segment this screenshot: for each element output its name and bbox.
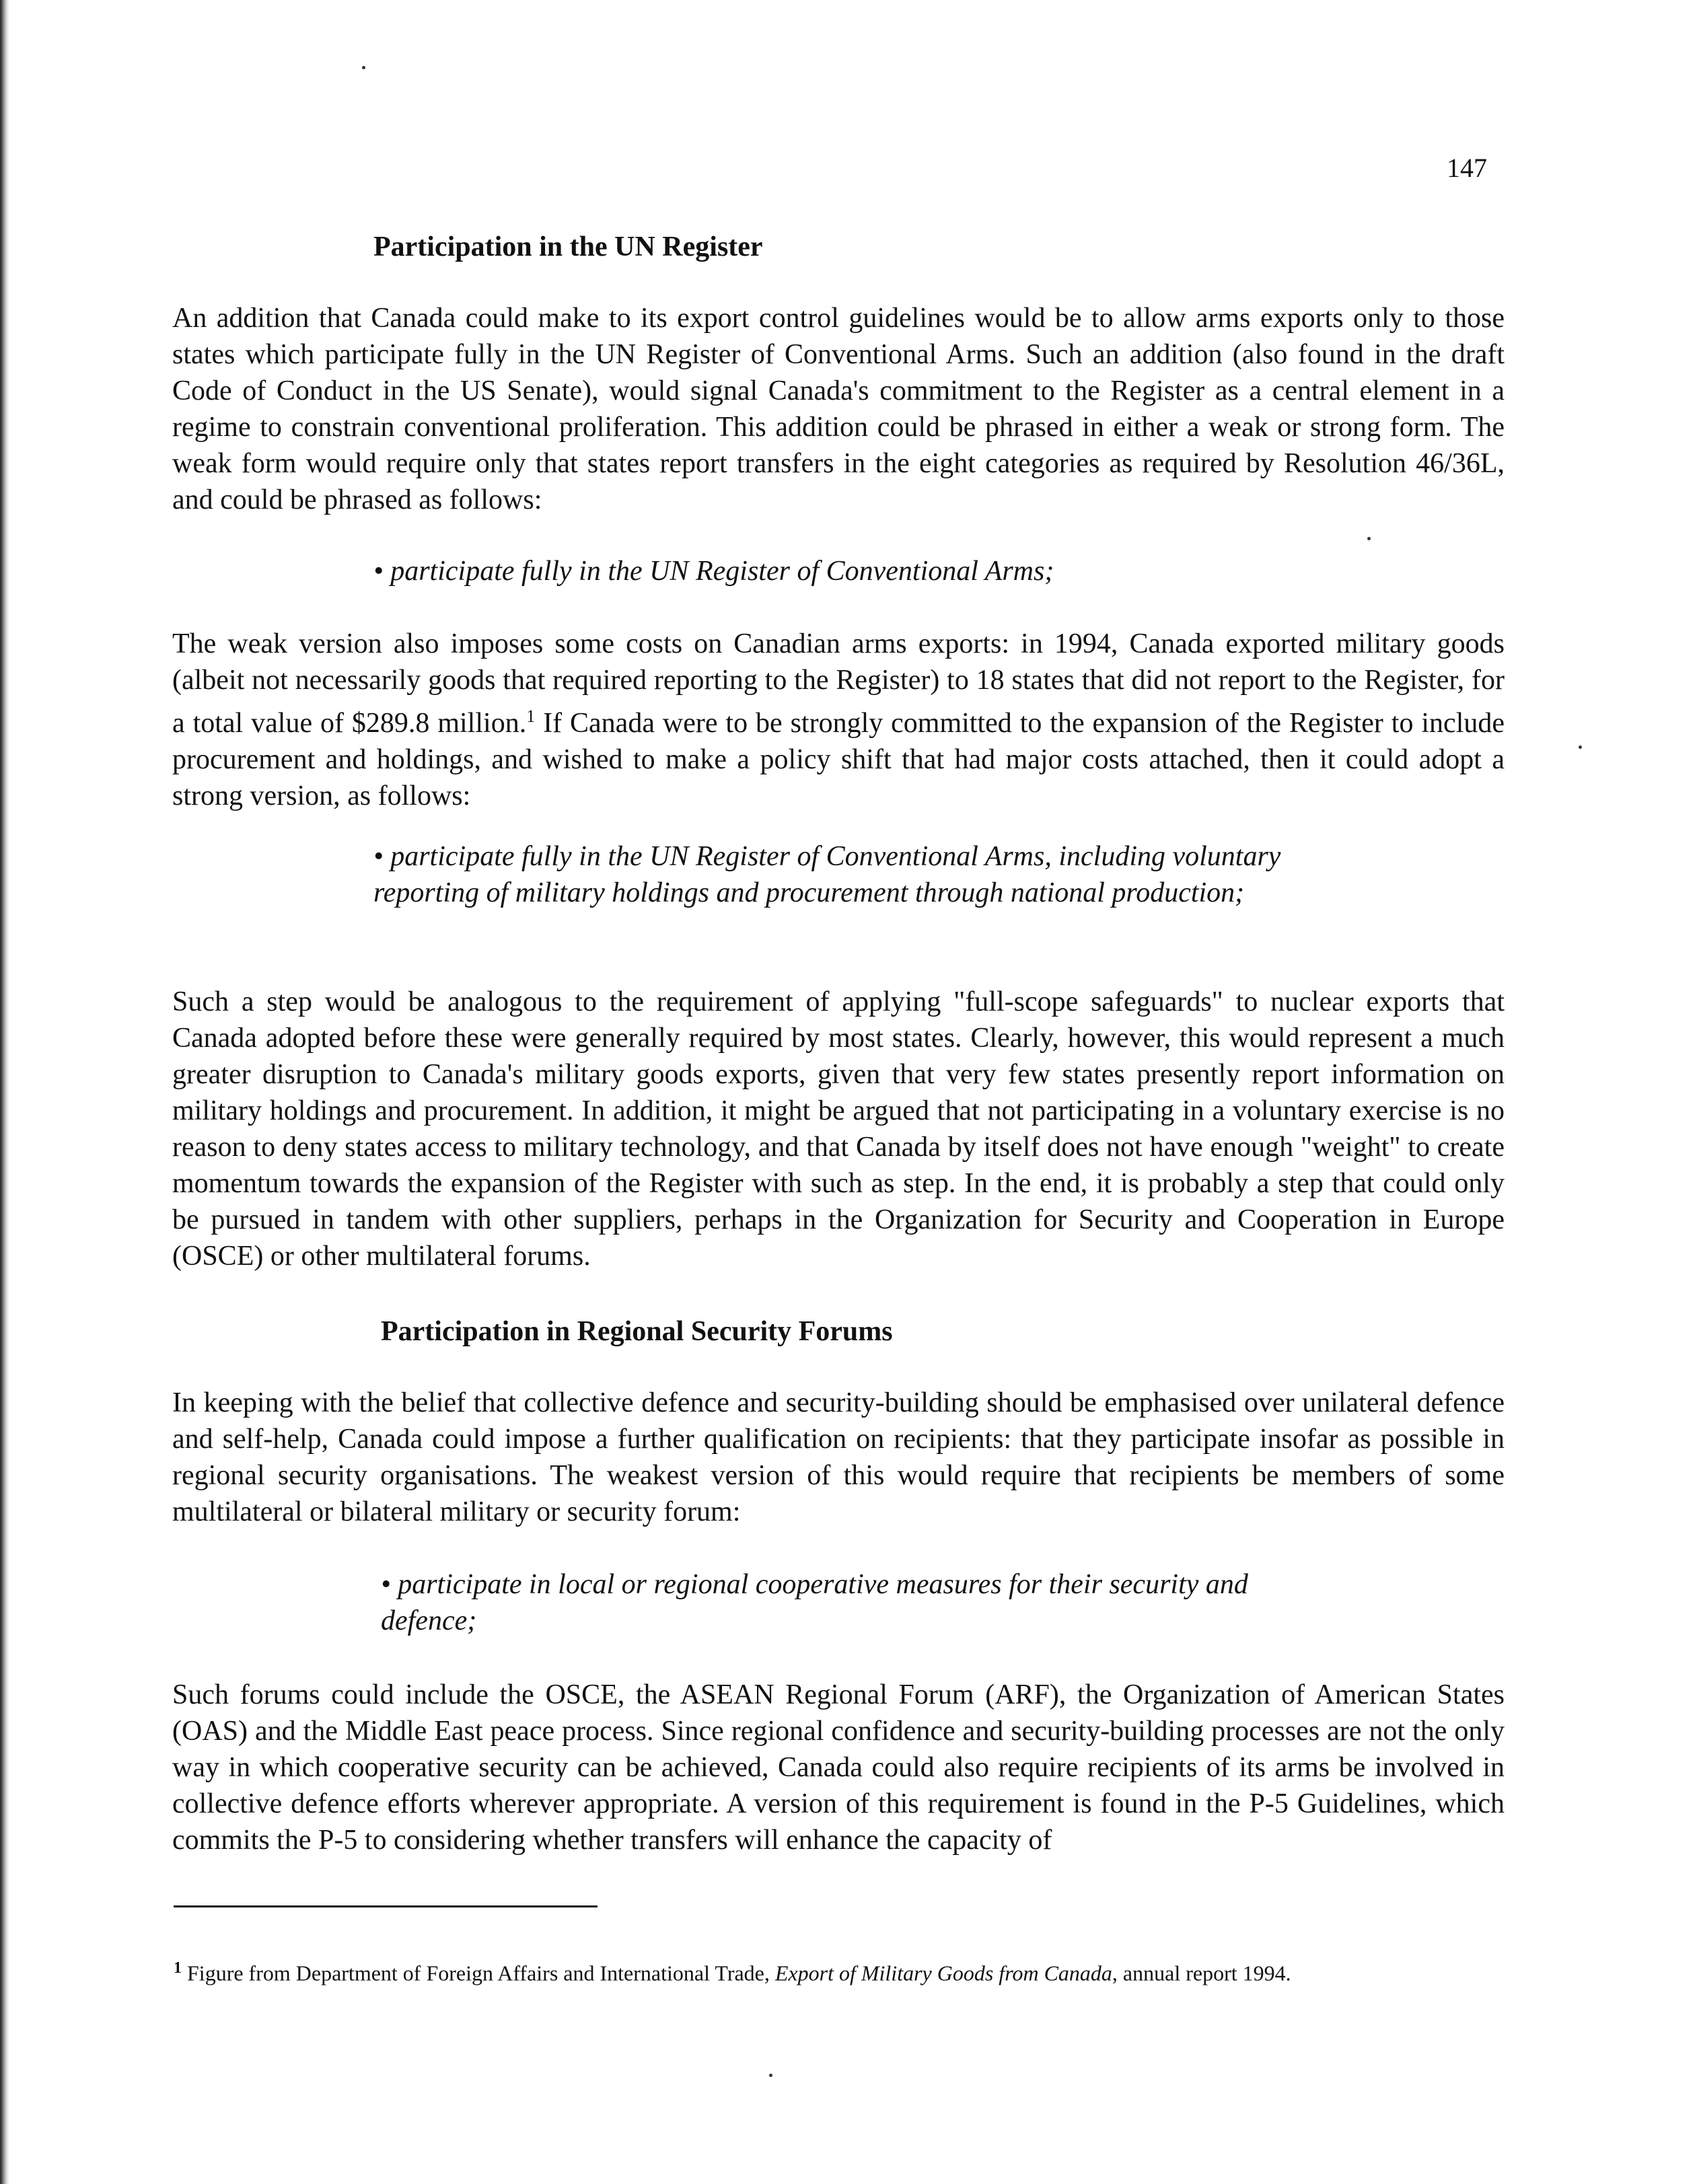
section-heading-un-register: Participation in the UN Register (373, 231, 763, 262)
footnote-text: Figure from Department of Foreign Affairs and International Trade, (182, 1961, 775, 1986)
scan-speck (769, 2074, 772, 2077)
scan-speck (1367, 537, 1371, 540)
footnote (174, 1951, 1452, 1990)
paragraph: In keeping with the belief that collective defence and security-building should be emphasised over unilateral defence and self-help, Canada could impose a further qualification on recipients: that they participate insofar as possible in regional security organisations. The weakest version of this would require that recipients be members of some multilateral or bilateral military or security forum: (172, 1387, 1505, 1527)
footnote-text: , annual report 1994. (1112, 1961, 1291, 1986)
footnote-divider (174, 1905, 598, 1907)
scan-edge (0, 0, 9, 2184)
page-number: 147 (1447, 153, 1487, 183)
bullet-item: • participate fully in the UN Register of Conventional Arms, including voluntary reporting of military holdings and procurement through national production; (373, 841, 1281, 908)
bullet-item: • participate fully in the UN Register of Conventional Arms; (373, 556, 1054, 587)
paragraph: Such forums could include the OSCE, the ASEAN Regional Forum (ARF), the Organization of American States (OAS) and the Middle East peace process. Since regional confidence and security-building processes are not the only way in which cooperative security can be achieved, Canada could also require recipients of its arms be involved in collective defence efforts wherever appropriate. A version of this requirement is found in the P-5 Guidelines, which commits the P-5 to considering whether transfers will enhance the capacity of (172, 1679, 1505, 1856)
scan-speck (362, 66, 365, 69)
paragraph (172, 626, 1505, 814)
paragraph: Such a step would be analogous to the requirement of applying "full-scope safeguards" to nuclear exports that Canada adopted before these were generally required by most states. Clearly, however, this would represent a much greater disruption to Canada's military goods exports, given that very few states presently report information on military holdings and procurement. In addition, it might be argued that not participating in a voluntary exercise is no reason to deny states access to military technology, and that Canada by itself does not have enough "weight" to create momentum towards the expansion of the Register with such as step. In the end, it is probably a step that could only be pursued in tandem with other suppliers, perhaps in the Organization for Security and Cooperation in Europe (OSCE) or other multilateral forums. (172, 986, 1505, 1272)
paragraph-text: If Canada were to be strongly committed to the expansion of the Register to include procurement and holdings, and wished to make a policy shift that had major costs attached, then it could adopt a strong version, as follows: (172, 708, 1505, 811)
footnote-marker: 1 (174, 1959, 182, 1977)
footnote-reference: 1 (526, 706, 536, 726)
paragraph-text: The weak version also imposes some costs on Canadian arms exports: in 1994, Canada exported military goods (albeit not necessarily goods that required reporting to the Register) to 18 states that did not report to the Register, for a total value of $289.8 million. (172, 628, 1505, 739)
scan-speck (1579, 745, 1582, 749)
bullet-item: • participate in local or regional cooperative measures for their security and defence; (381, 1569, 1248, 1636)
footnote-title: Export of Military Goods from Canada (774, 1961, 1112, 1986)
section-heading-regional-forums: Participation in Regional Security Forums (381, 1316, 893, 1347)
paragraph: An addition that Canada could make to its export control guidelines would be to allow arms exports only to those states which participate fully in the UN Register of Conventional Arms. Such an addition (also found in the draft Code of Conduct in the US Senate), would signal Canada's commitment to the Register as a central element in a regime to constrain conventional proliferation. This addition could be phrased in either a weak or strong form. The weak form would require only that states report transfers in the eight categories as required by Resolution 46/36L, and could be phrased as follows: (172, 303, 1505, 515)
